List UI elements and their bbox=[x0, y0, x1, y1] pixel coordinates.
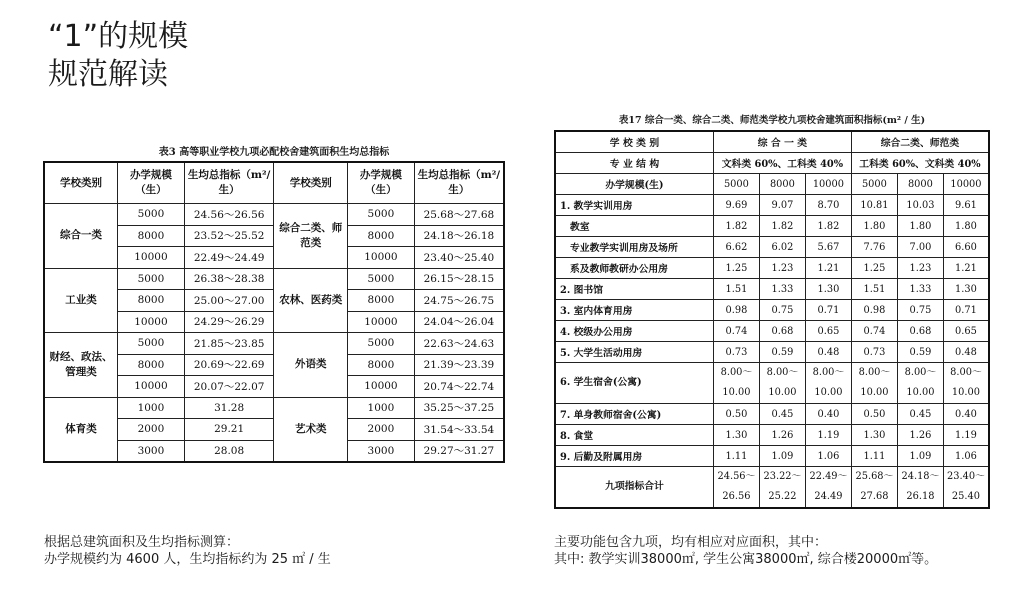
title-line-2: 规范解读 bbox=[48, 57, 168, 92]
value-cell: 1.21 bbox=[805, 258, 851, 279]
left-caption bbox=[44, 534, 331, 568]
value-cell: 1.30 bbox=[851, 425, 897, 446]
value-cell: 1.30 bbox=[805, 279, 851, 300]
table-row bbox=[555, 342, 989, 363]
value-cell: 0.45 bbox=[759, 404, 805, 425]
left-table-body bbox=[44, 204, 504, 463]
value-cell: 0.50 bbox=[713, 404, 759, 425]
value-cell: 1.23 bbox=[897, 258, 943, 279]
right-caption-line: 其中: 教学实训38000㎡, 学生公寓38000㎡, 综合楼20000㎡等。 bbox=[554, 552, 938, 567]
right-table-header-cell: 综 合 一 类 bbox=[713, 131, 851, 153]
table-row bbox=[44, 204, 504, 226]
scale-cell: 3000 bbox=[348, 440, 415, 462]
school-category-cell: 工业类 bbox=[44, 268, 118, 333]
value-cell: 1.25 bbox=[713, 258, 759, 279]
scale-cell: 5000 bbox=[118, 204, 185, 226]
right-table-header-cell: 文科类 60%、工科类 40% bbox=[713, 153, 851, 174]
row-label-cell: 系及教师教研办公用房 bbox=[555, 258, 713, 279]
scale-cell: 8000 bbox=[118, 290, 185, 312]
scale-cell: 3000 bbox=[118, 440, 185, 462]
value-cell: 0.59 bbox=[897, 342, 943, 363]
row-label-cell: 2. 图书馆 bbox=[555, 279, 713, 300]
value-cell: 24.18～26.18 bbox=[897, 467, 943, 509]
left-caption-line: 办学规模约为 4600 人，生均指标约为 25 ㎡ / 生 bbox=[44, 552, 331, 567]
scale-cell: 8000 bbox=[118, 225, 185, 247]
value-cell: 0.74 bbox=[851, 321, 897, 342]
right-table-header-cell: 8000 bbox=[759, 174, 805, 195]
value-cell: 0.75 bbox=[759, 300, 805, 321]
table-row bbox=[555, 467, 989, 509]
right-table-figure bbox=[554, 112, 990, 509]
index-cell: 24.04～26.04 bbox=[414, 311, 504, 333]
table-row bbox=[555, 363, 989, 404]
left-table bbox=[43, 161, 505, 463]
index-cell: 22.49～24.49 bbox=[184, 247, 274, 269]
value-cell: 1.11 bbox=[713, 446, 759, 467]
table-row bbox=[44, 333, 504, 355]
value-cell: 23.22～25.22 bbox=[759, 467, 805, 509]
row-label-cell: 5. 大学生活动用房 bbox=[555, 342, 713, 363]
index-cell: 23.40～25.40 bbox=[414, 247, 504, 269]
index-cell: 24.56～26.56 bbox=[184, 204, 274, 226]
table-row bbox=[555, 258, 989, 279]
index-cell: 24.18～26.18 bbox=[414, 225, 504, 247]
scale-cell: 8000 bbox=[348, 225, 415, 247]
value-cell: 1.33 bbox=[759, 279, 805, 300]
school-category-cell: 外语类 bbox=[274, 333, 348, 398]
title-line-1: “1”的规模 bbox=[48, 19, 189, 54]
left-table-header: 办学规模（生） bbox=[118, 162, 185, 204]
right-table-header-cell: 办学规模(生) bbox=[555, 174, 713, 195]
row-label-cell: 专业教学实训用房及场所 bbox=[555, 237, 713, 258]
index-cell: 28.08 bbox=[184, 440, 274, 462]
value-cell: 0.98 bbox=[851, 300, 897, 321]
right-table-header-cell: 5000 bbox=[713, 174, 759, 195]
right-table-header-row bbox=[555, 174, 989, 195]
scale-cell: 5000 bbox=[118, 333, 185, 355]
index-cell: 20.69～22.69 bbox=[184, 354, 274, 376]
value-cell: 0.74 bbox=[713, 321, 759, 342]
index-cell: 20.74～22.74 bbox=[414, 376, 504, 398]
scale-cell: 2000 bbox=[118, 419, 185, 441]
value-cell: 0.59 bbox=[759, 342, 805, 363]
left-table-header: 学校类别 bbox=[44, 162, 118, 204]
value-cell: 0.40 bbox=[805, 404, 851, 425]
scale-cell: 10000 bbox=[348, 376, 415, 398]
value-cell: 1.51 bbox=[851, 279, 897, 300]
value-cell: 6.60 bbox=[943, 237, 989, 258]
left-table-header: 生均总指标（m²/生） bbox=[184, 162, 274, 204]
index-cell: 35.25～37.25 bbox=[414, 397, 504, 419]
school-category-cell: 农林、医药类 bbox=[274, 268, 348, 333]
index-cell: 29.21 bbox=[184, 419, 274, 441]
value-cell: 0.71 bbox=[805, 300, 851, 321]
scale-cell: 10000 bbox=[348, 311, 415, 333]
index-cell: 24.75～26.75 bbox=[414, 290, 504, 312]
value-cell: 0.45 bbox=[897, 404, 943, 425]
value-cell: 0.73 bbox=[713, 342, 759, 363]
value-cell: 5.67 bbox=[805, 237, 851, 258]
right-table-caption: 表17 综合一类、综合二类、师范类学校九项校舍建筑面积指标(m² / 生) bbox=[618, 115, 926, 126]
left-table-figure bbox=[43, 145, 505, 463]
index-cell: 29.27～31.27 bbox=[414, 440, 504, 462]
value-cell: 1.09 bbox=[897, 446, 943, 467]
value-cell: 7.00 bbox=[897, 237, 943, 258]
value-cell: 1.30 bbox=[713, 425, 759, 446]
value-cell: 0.68 bbox=[897, 321, 943, 342]
value-cell: 24.56～26.56 bbox=[713, 467, 759, 509]
left-table-header-row bbox=[44, 162, 504, 204]
scale-cell: 5000 bbox=[118, 268, 185, 290]
value-cell: 0.40 bbox=[943, 404, 989, 425]
value-cell: 6.02 bbox=[759, 237, 805, 258]
value-cell: 25.68～27.68 bbox=[851, 467, 897, 509]
school-category-cell: 体育类 bbox=[44, 397, 118, 462]
table-row bbox=[555, 195, 989, 216]
scale-cell: 10000 bbox=[118, 376, 185, 398]
index-cell: 21.39～23.39 bbox=[414, 354, 504, 376]
scale-cell: 5000 bbox=[348, 268, 415, 290]
value-cell: 1.19 bbox=[943, 425, 989, 446]
value-cell: 0.68 bbox=[759, 321, 805, 342]
scale-cell: 1000 bbox=[118, 397, 185, 419]
row-label-cell: 教室 bbox=[555, 216, 713, 237]
value-cell: 8.70 bbox=[805, 195, 851, 216]
value-cell: 8.00～10.00 bbox=[897, 363, 943, 404]
value-cell: 1.82 bbox=[759, 216, 805, 237]
row-label-cell: 7. 单身教师宿舍(公寓) bbox=[555, 404, 713, 425]
school-category-cell: 财经、政法、管理类 bbox=[44, 333, 118, 398]
scale-cell: 10000 bbox=[348, 247, 415, 269]
index-cell: 25.68～27.68 bbox=[414, 204, 504, 226]
value-cell: 0.48 bbox=[943, 342, 989, 363]
table-row bbox=[555, 404, 989, 425]
value-cell: 23.40～25.40 bbox=[943, 467, 989, 509]
value-cell: 1.11 bbox=[851, 446, 897, 467]
table-row bbox=[555, 237, 989, 258]
right-table-header-row bbox=[555, 131, 989, 153]
table-row bbox=[44, 397, 504, 419]
value-cell: 9.61 bbox=[943, 195, 989, 216]
index-cell: 31.54～33.54 bbox=[414, 419, 504, 441]
table-row bbox=[555, 279, 989, 300]
value-cell: 1.19 bbox=[805, 425, 851, 446]
index-cell: 21.85～23.85 bbox=[184, 333, 274, 355]
right-table-header-cell: 学 校 类 别 bbox=[555, 131, 713, 153]
value-cell: 0.50 bbox=[851, 404, 897, 425]
value-cell: 1.80 bbox=[851, 216, 897, 237]
table-row bbox=[555, 321, 989, 342]
left-table-header: 学校类别 bbox=[274, 162, 348, 204]
table-row bbox=[555, 425, 989, 446]
right-table-header-cell: 10000 bbox=[805, 174, 851, 195]
value-cell: 10.81 bbox=[851, 195, 897, 216]
left-table-header: 生均总指标（m²/生） bbox=[414, 162, 504, 204]
value-cell: 0.98 bbox=[713, 300, 759, 321]
scale-cell: 10000 bbox=[118, 247, 185, 269]
index-cell: 31.28 bbox=[184, 397, 274, 419]
scale-cell: 1000 bbox=[348, 397, 415, 419]
value-cell: 9.07 bbox=[759, 195, 805, 216]
row-label-cell: 1. 教学实训用房 bbox=[555, 195, 713, 216]
left-table-caption: 表3 高等职业学校九项必配校舍建筑面积生均总指标 bbox=[158, 147, 390, 158]
value-cell: 8.00～10.00 bbox=[851, 363, 897, 404]
value-cell: 1.09 bbox=[759, 446, 805, 467]
value-cell: 1.25 bbox=[851, 258, 897, 279]
value-cell: 1.82 bbox=[805, 216, 851, 237]
value-cell: 0.65 bbox=[805, 321, 851, 342]
value-cell: 8.00～10.00 bbox=[943, 363, 989, 404]
value-cell: 7.76 bbox=[851, 237, 897, 258]
value-cell: 1.23 bbox=[759, 258, 805, 279]
table-row bbox=[555, 216, 989, 237]
value-cell: 0.65 bbox=[943, 321, 989, 342]
value-cell: 8.00～10.00 bbox=[759, 363, 805, 404]
school-category-cell: 艺术类 bbox=[274, 397, 348, 462]
right-caption bbox=[554, 534, 937, 568]
right-table-header-cell: 8000 bbox=[897, 174, 943, 195]
value-cell: 1.06 bbox=[943, 446, 989, 467]
value-cell: 0.48 bbox=[805, 342, 851, 363]
right-table-header-cell: 工科类 60%、文科类 40% bbox=[851, 153, 989, 174]
right-table-header-cell: 综合二类、师范类 bbox=[851, 131, 989, 153]
row-label-cell: 8. 食堂 bbox=[555, 425, 713, 446]
right-table-header-cell: 5000 bbox=[851, 174, 897, 195]
value-cell: 9.69 bbox=[713, 195, 759, 216]
left-caption-line: 根据总建筑面积及生均指标测算： bbox=[44, 535, 240, 550]
value-cell: 1.06 bbox=[805, 446, 851, 467]
index-cell: 26.38～28.38 bbox=[184, 268, 274, 290]
value-cell: 0.75 bbox=[897, 300, 943, 321]
value-cell: 8.00～10.00 bbox=[713, 363, 759, 404]
school-category-cell: 综合二类、师范类 bbox=[274, 204, 348, 269]
row-label-cell: 九项指标合计 bbox=[555, 467, 713, 509]
scale-cell: 5000 bbox=[348, 204, 415, 226]
index-cell: 22.63～24.63 bbox=[414, 333, 504, 355]
value-cell: 22.49～24.49 bbox=[805, 467, 851, 509]
scale-cell: 8000 bbox=[118, 354, 185, 376]
index-cell: 23.52～25.52 bbox=[184, 225, 274, 247]
value-cell: 1.21 bbox=[943, 258, 989, 279]
scale-cell: 8000 bbox=[348, 354, 415, 376]
index-cell: 20.07～22.07 bbox=[184, 376, 274, 398]
table-row bbox=[44, 268, 504, 290]
left-table-header: 办学规模（生） bbox=[348, 162, 415, 204]
index-cell: 26.15～28.15 bbox=[414, 268, 504, 290]
index-cell: 24.29～26.29 bbox=[184, 311, 274, 333]
right-table-header-cell: 专 业 结 构 bbox=[555, 153, 713, 174]
row-label-cell: 6. 学生宿舍(公寓) bbox=[555, 363, 713, 404]
right-table-header-cell: 10000 bbox=[943, 174, 989, 195]
right-table-header-row bbox=[555, 153, 989, 174]
value-cell: 1.30 bbox=[943, 279, 989, 300]
right-table-body bbox=[555, 131, 989, 508]
table-row bbox=[555, 446, 989, 467]
table-row bbox=[555, 300, 989, 321]
row-label-cell: 9. 后勤及附属用房 bbox=[555, 446, 713, 467]
row-label-cell: 4. 校级办公用房 bbox=[555, 321, 713, 342]
value-cell: 1.80 bbox=[897, 216, 943, 237]
scale-cell: 8000 bbox=[348, 290, 415, 312]
value-cell: 0.73 bbox=[851, 342, 897, 363]
value-cell: 1.51 bbox=[713, 279, 759, 300]
value-cell: 10.03 bbox=[897, 195, 943, 216]
index-cell: 25.00～27.00 bbox=[184, 290, 274, 312]
value-cell: 8.00～10.00 bbox=[805, 363, 851, 404]
value-cell: 1.26 bbox=[897, 425, 943, 446]
scale-cell: 10000 bbox=[118, 311, 185, 333]
value-cell: 1.33 bbox=[897, 279, 943, 300]
scale-cell: 2000 bbox=[348, 419, 415, 441]
school-category-cell: 综合一类 bbox=[44, 204, 118, 269]
value-cell: 1.80 bbox=[943, 216, 989, 237]
right-table bbox=[554, 130, 990, 509]
value-cell: 0.71 bbox=[943, 300, 989, 321]
value-cell: 1.26 bbox=[759, 425, 805, 446]
page-title bbox=[48, 18, 188, 94]
value-cell: 1.82 bbox=[713, 216, 759, 237]
row-label-cell: 3. 室内体育用房 bbox=[555, 300, 713, 321]
right-caption-line: 主要功能包含九项，均有相应对应面积，其中： bbox=[554, 535, 828, 550]
value-cell: 6.62 bbox=[713, 237, 759, 258]
scale-cell: 5000 bbox=[348, 333, 415, 355]
